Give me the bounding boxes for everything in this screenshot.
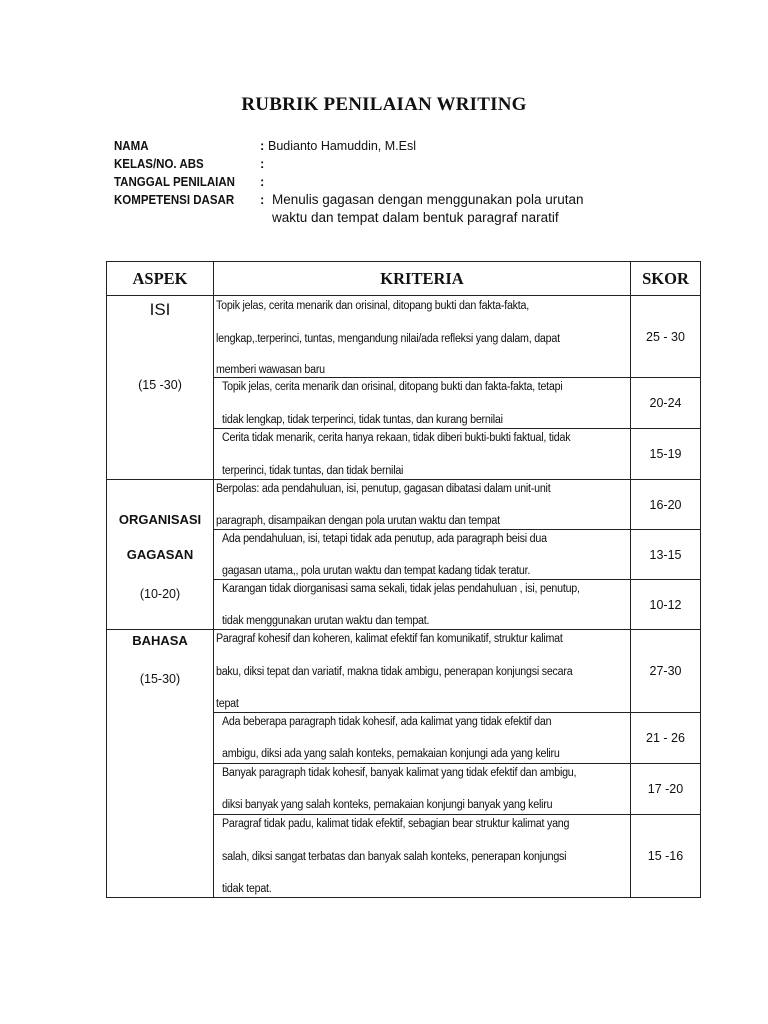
score-cell: 20-24 bbox=[631, 378, 701, 429]
aspect-organisasi bbox=[107, 480, 214, 630]
criteria-line: tepat bbox=[216, 698, 239, 710]
aspect-name: BAHASA bbox=[132, 633, 188, 648]
criteria-line: tidak tepat. bbox=[222, 883, 272, 895]
criteria-cell bbox=[214, 429, 631, 480]
aspect-isi bbox=[107, 296, 214, 480]
header-aspek: ASPEK bbox=[107, 262, 214, 296]
criteria-line: Ada beberapa paragraph tidak kohesif, ada kalimat yang tidak efektif dan bbox=[222, 716, 552, 728]
score-cell: 27-30 bbox=[631, 630, 701, 713]
criteria-line: baku, diksi tepat dan variatif, makna tidak ambigu, penerapan konjungsi secara bbox=[216, 666, 573, 678]
kompetensi-label: KOMPETENSI DASAR bbox=[114, 193, 235, 207]
score-cell: 17 -20 bbox=[631, 764, 701, 815]
header-skor: SKOR bbox=[631, 262, 701, 296]
page-title: RUBRIK PENILAIAN WRITING bbox=[241, 94, 527, 115]
criteria-line: gagasan utama,, pola urutan waktu dan tempat kadang tidak teratur. bbox=[222, 565, 531, 577]
header-row bbox=[107, 262, 701, 296]
criteria-line: Topik jelas, cerita menarik dan orisinal, ditopang bukti dan fakta-fakta, tetapi bbox=[222, 381, 563, 393]
header-kriteria: KRITERIA bbox=[214, 262, 631, 296]
criteria-line: Topik jelas, cerita menarik dan orisinal, ditopang bukti dan fakta-fakta, bbox=[216, 300, 529, 312]
table-row bbox=[107, 296, 701, 378]
criteria-line: Cerita tidak menarik, cerita hanya rekaan, tidak diberi bukti-bukti faktual, tidak bbox=[222, 432, 571, 444]
criteria-line: Karangan tidak diorganisasi sama sekali, tidak jelas pendahuluan , isi, penutup, bbox=[222, 583, 580, 595]
criteria-cell bbox=[214, 713, 631, 764]
criteria-cell bbox=[214, 296, 631, 378]
criteria-line: lengkap,.terperinci, tuntas, mengandung nilai/ada refleksi yang dalam, dapat bbox=[216, 333, 560, 345]
aspect-name: GAGASAN bbox=[126, 547, 194, 562]
colon: : bbox=[260, 174, 265, 189]
score-cell: 25 - 30 bbox=[631, 296, 701, 378]
criteria-line: Banyak paragraph tidak kohesif, banyak kalimat yang tidak efektif dan ambigu, bbox=[222, 767, 577, 779]
criteria-cell bbox=[214, 630, 631, 713]
kelas-label: KELAS/NO. ABS bbox=[114, 157, 204, 171]
criteria-line: memberi wawasan baru bbox=[216, 364, 325, 376]
score-cell: 13-15 bbox=[631, 530, 701, 580]
criteria-line: paragraph, disampaikan dengan pola urutan waktu dan tempat bbox=[216, 515, 500, 527]
kompetensi-value-1: Menulis gagasan dengan menggunakan pola urutan bbox=[272, 192, 584, 207]
nama-label: NAMA bbox=[114, 139, 149, 153]
criteria-line: diksi banyak yang salah konteks, pemakaian konjungi banyak yang keliru bbox=[222, 799, 553, 811]
criteria-cell bbox=[214, 764, 631, 815]
criteria-cell bbox=[214, 815, 631, 898]
aspect-name: ISI bbox=[149, 300, 171, 319]
criteria-line: terperinci, tidak tuntas, dan tidak bernilai bbox=[222, 465, 404, 477]
nama-value: Budianto Hamuddin, M.Esl bbox=[268, 139, 416, 153]
table-row bbox=[107, 630, 701, 713]
tanggal-label: TANGGAL PENILAIAN bbox=[114, 175, 235, 189]
score-cell: 21 - 26 bbox=[631, 713, 701, 764]
aspect-range: (15 -30) bbox=[138, 378, 182, 392]
criteria-cell bbox=[214, 530, 631, 580]
criteria-line: Paragraf tidak padu, kalimat tidak efektif, sebagian bear struktur kalimat yang bbox=[222, 818, 570, 830]
criteria-line: salah, diksi sangat terbatas dan banyak salah konteks, penerapan konjungsi bbox=[222, 851, 567, 863]
score-cell: 16-20 bbox=[631, 480, 701, 530]
colon: : bbox=[260, 192, 265, 207]
colon: : bbox=[260, 156, 265, 171]
score-cell: 15 -16 bbox=[631, 815, 701, 898]
criteria-line: tidak menggunakan urutan waktu dan tempat. bbox=[222, 615, 430, 627]
criteria-line: Ada pendahuluan, isi, tetapi tidak ada penutup, ada paragraph beisi dua bbox=[222, 533, 547, 545]
colon: : bbox=[260, 138, 265, 153]
rubric-table bbox=[106, 261, 701, 898]
criteria-line: Paragraf kohesif dan koheren, kalimat efektif fan komunikatif, struktur kalimat bbox=[216, 633, 563, 645]
aspect-range: (10-20) bbox=[139, 587, 181, 601]
criteria-line: Berpolas: ada pendahuluan, isi, penutup, gagasan dibatasi dalam unit-unit bbox=[216, 483, 551, 495]
aspect-range: (15-30) bbox=[139, 672, 181, 686]
criteria-line: ambigu, diksi ada yang salah konteks, pemakaian konjungi ada yang keliru bbox=[222, 748, 560, 760]
kompetensi-value-2: waktu dan tempat dalam bentuk paragraf naratif bbox=[272, 210, 559, 225]
criteria-cell bbox=[214, 378, 631, 429]
score-cell: 15-19 bbox=[631, 429, 701, 480]
score-cell: 10-12 bbox=[631, 580, 701, 630]
table-row bbox=[107, 480, 701, 530]
criteria-cell bbox=[214, 480, 631, 530]
criteria-line: tidak lengkap, tidak terperinci, tidak tuntas, dan kurang bernilai bbox=[222, 414, 503, 426]
criteria-cell bbox=[214, 580, 631, 630]
aspect-name: ORGANISASI bbox=[118, 512, 202, 527]
aspect-bahasa bbox=[107, 630, 214, 898]
